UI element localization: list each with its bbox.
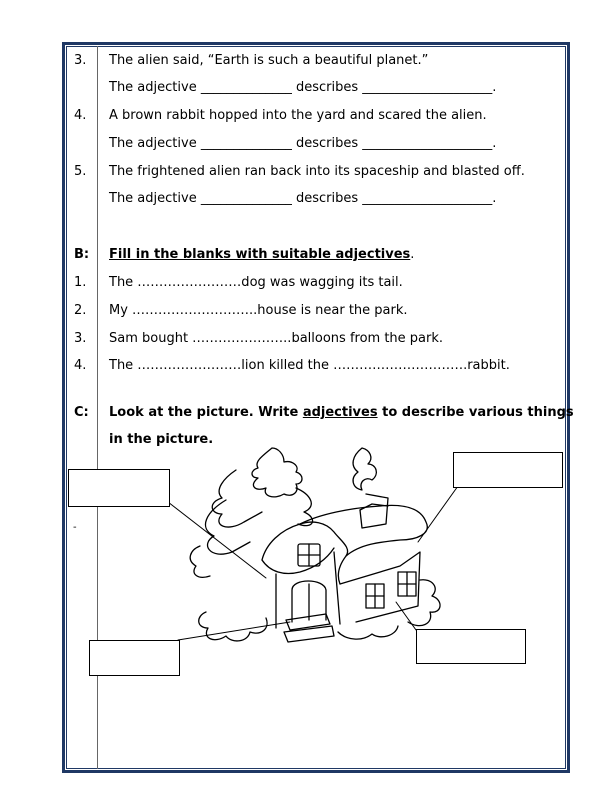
question-number: 3. (74, 53, 87, 68)
snow-ground (338, 626, 398, 639)
section-c-instruction-line2: in the picture. (109, 432, 214, 447)
adjectives-keyword: adjectives (302, 405, 378, 420)
pointer-line-bottom-right (396, 602, 416, 630)
answer-blank-line[interactable]: The adjective ______________ describes ____________________. (109, 80, 497, 95)
answer-box-top-left[interactable] (68, 469, 170, 507)
question-number: 4. (74, 108, 87, 123)
answer-blank-line[interactable]: The adjective ______________ describes ____________________. (109, 136, 497, 151)
section-b-heading-end: . (410, 247, 415, 262)
section-b-label: B: (74, 247, 90, 262)
question-number: 3. (74, 331, 87, 346)
answer-blank-line[interactable]: The adjective ______________ describes ____________________. (109, 191, 497, 206)
snow-bush-left (199, 612, 267, 641)
answer-box-bottom-right[interactable] (416, 629, 526, 664)
section-c-label: C: (74, 405, 89, 420)
snow-tree-top (252, 448, 302, 497)
question-number: 2. (74, 303, 87, 318)
question-sentence: A brown rabbit hopped into the yard and scared the alien. (109, 108, 487, 123)
question-sentence: The frightened alien ran back into its spaceship and blasted off. (109, 164, 525, 179)
fill-blank-sentence[interactable]: Sam bought …………………..balloons from the park. (109, 331, 444, 346)
fill-blank-sentence[interactable]: My ………………………..house is near the park. (109, 303, 408, 318)
fill-blank-sentence[interactable]: The ……………………lion killed the ………………………….rabbit. (109, 358, 510, 373)
house-side-wall (340, 552, 420, 622)
snow-tree-middle (212, 470, 262, 527)
fill-blank-sentence[interactable]: The ……………………dog was wagging its tail. (109, 275, 403, 290)
stray-mark: - (73, 522, 77, 533)
pointer-line-bottom-left (178, 622, 290, 640)
question-number: 1. (74, 275, 87, 290)
question-number: 4. (74, 358, 87, 373)
question-number: 5. (74, 164, 87, 179)
chimney (360, 494, 388, 528)
pointer-line-top-right (418, 486, 458, 542)
snow-bush-right (408, 580, 440, 626)
question-sentence: The alien said, “Earth is such a beautiful planet.” (109, 53, 429, 68)
section-b-heading: Fill in the blanks with suitable adjectives (109, 247, 411, 262)
snow-ground-left (190, 546, 210, 577)
answer-box-top-right[interactable] (453, 452, 563, 488)
chimney-smoke (353, 448, 376, 490)
section-c-instruction: Look at the picture. Write adjectives to describe various things (109, 405, 574, 420)
answer-box-bottom-left[interactable] (89, 640, 180, 676)
